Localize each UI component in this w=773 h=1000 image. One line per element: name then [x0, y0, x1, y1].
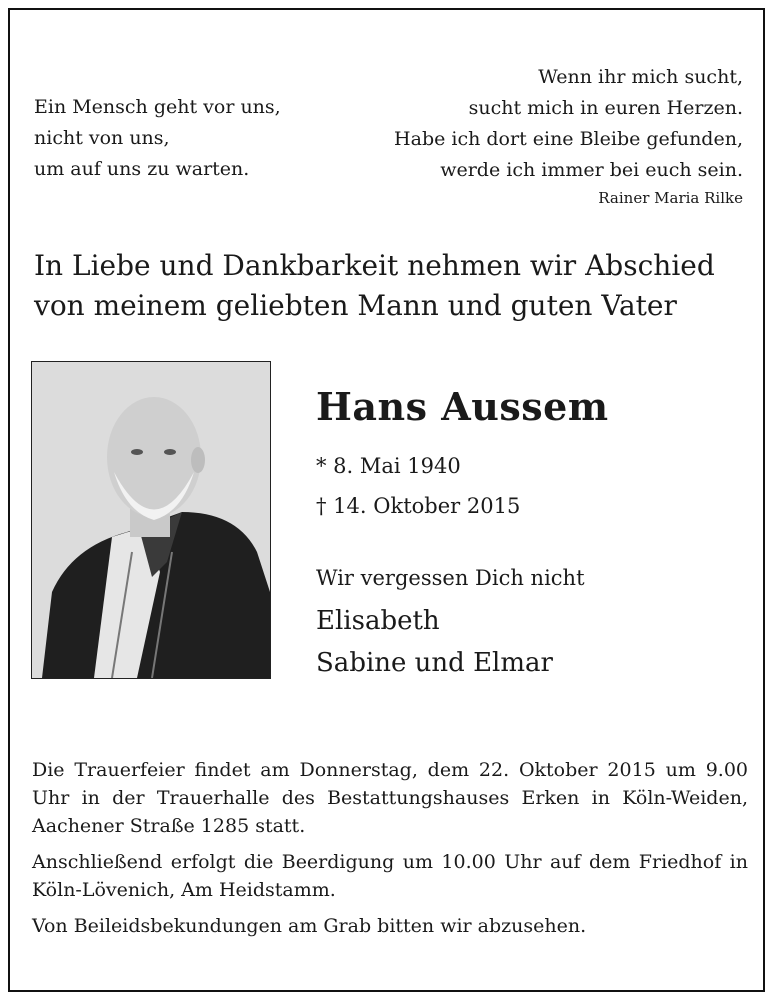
funeral-details: [32, 756, 748, 948]
quote-left-line: um auf uns zu warten.: [34, 158, 250, 180]
headline-line: von meinem geliebten Mann und guten Vater: [34, 289, 677, 322]
headline: [34, 246, 744, 326]
funeral-paragraph: Die Trauerfeier findet am Donnerstag, dem 22. Oktober 2015 um 9.00 Uhr in der Trauerhalle des Bestattungshauses Erken in Köln-Weiden, Aachener Straße 1285 statt.: [32, 759, 748, 837]
mourners-block: [316, 560, 585, 684]
birth-date: * 8. Mai 1940: [316, 454, 461, 478]
obituary-notice: [8, 8, 765, 992]
life-dates: [316, 446, 520, 526]
quote-right-line: Wenn ihr mich sucht,: [538, 66, 743, 88]
funeral-paragraph: Von Beileidsbekundungen am Grab bitten wir abzusehen.: [32, 915, 587, 937]
portrait-illustration: [32, 362, 270, 678]
mourner-name: Sabine und Elmar: [316, 648, 553, 678]
mourner-name: Elisabeth: [316, 606, 440, 636]
quote-right-line: sucht mich in euren Herzen.: [468, 97, 743, 119]
quote-left: [34, 92, 281, 185]
quote-right-line: werde ich immer bei euch sein.: [440, 159, 743, 181]
mourners-lead: Wir vergessen Dich nicht: [316, 566, 585, 590]
death-date: † 14. Oktober 2015: [316, 494, 521, 518]
quote-author: Rainer Maria Rilke: [598, 189, 743, 207]
quote-right-line: Habe ich dort eine Bleibe gefunden,: [394, 128, 743, 150]
headline-line: In Liebe und Dankbarkeit nehmen wir Abschied: [34, 249, 715, 282]
quote-left-line: Ein Mensch geht vor uns,: [34, 96, 281, 118]
quote-right: [394, 62, 743, 210]
portrait-photo: [31, 361, 271, 679]
deceased-name: Hans Aussem: [316, 384, 609, 429]
funeral-paragraph: Anschließend erfolgt die Beerdigung um 10.00 Uhr auf dem Friedhof in Köln-Lövenich, Am Heidstamm.: [32, 851, 748, 901]
quote-left-line: nicht von uns,: [34, 127, 170, 149]
